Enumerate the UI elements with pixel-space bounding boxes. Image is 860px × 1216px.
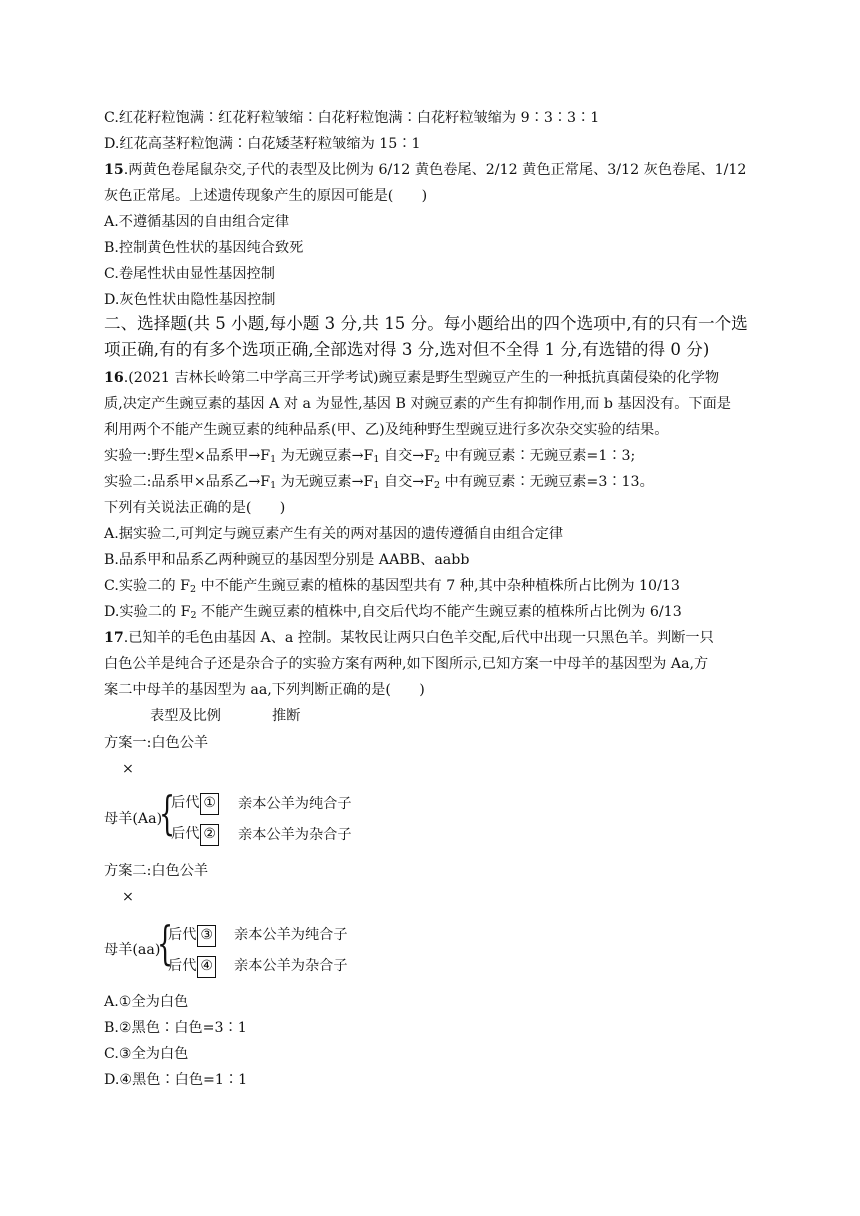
q17-stem-line3: 案二中母羊的基因型为 aa,下列判断正确的是( ) [104,682,425,698]
plan2-mother: 母羊(aa) [104,942,161,958]
plan1-cross-symbol: × [122,761,134,777]
q16-experiment2: 实验二:品系甲×品系乙$\to F_1$ 为无豌豆素$\to F_1$ 自交$\to F_2$ 中有豌豆素∶无豌豆素=3∶13。 [104,474,654,491]
q17-stem-line2: 白色公羊是纯合子还是杂合子的实验方案有两种,如下图所示,已知方案一中母羊的基因型为 Aa,方 [104,656,709,672]
q16-option-c: C.实验二的 $F_2$ 中不能产生豌豆素的植株的基因型共有 7 种,其中杂种植株所占比例为 10/13 [104,578,680,595]
section2-heading-line1: 二、选择题(共 5 小题,每小题 3 分,共 15 分。每小题给出的四个选项中,有的只有一个选 [104,314,748,333]
blank-1: ① [200,793,219,815]
q15-stem-line2: 灰色正常尾。上述遗传现象产生的原因可能是( ) [104,188,428,204]
plan2-label: 方案二:白色公羊 [104,863,209,879]
q15-stem-line1 [104,160,746,180]
q16-stem-line1 [104,368,719,388]
q17-option-b: B.②黑色∶白色=3∶1 [104,1020,247,1036]
q17-option-a: A.①全为白色 [104,994,189,1010]
q16-experiment1: 实验一:野生型×品系甲$\to F_1$ 为无豌豆素$\to F_1$ 自交$\to F_2$ 中有豌豆素∶无豌豆素=1∶3; [104,448,636,465]
plan1-offspring-1: 后代 ① [171,793,219,815]
q15-number: 15 [104,162,124,178]
plan1-mother: 母羊(Aa) [104,811,163,827]
plan1-brace: { [159,786,176,840]
blank-2: ② [200,824,219,846]
blank-3: ③ [197,925,216,947]
q15-option-b: B.控制黄色性状的基因纯合致死 [104,240,304,256]
plan2-inference-hetero: 亲本公羊为杂合子 [234,958,348,974]
q17-number: 17 [104,630,124,646]
diagram-header-phenotype: 表型及比例 [150,708,221,724]
q16-stem-text: .(2021 吉林长岭第二中学高三开学考试)豌豆素是野生型豌豆产生的一种抵抗真菌侵染的化学物 [123,370,720,386]
q16-number: 16 [104,370,124,386]
q15-stem-text: .两黄色卷尾鼠杂交,子代的表型及比例为 6/12 黄色卷尾、2/12 黄色正常尾、3/12 灰色卷尾、1/12 [123,162,747,178]
q17-stem-text: .已知羊的毛色由基因 A、a 控制。某牧民让两只白色羊交配,后代中出现一只黑色羊。判断一只 [123,630,714,646]
plan2-offspring-4: 后代 ④ [168,956,216,978]
q16-option-a: A.据实验二,可判定与豌豆素产生有关的两对基因的遗传遵循自由组合定律 [104,526,564,542]
q14-option-c: C.红花籽粒饱满∶红花籽粒皱缩∶白花籽粒饱满∶白花籽粒皱缩为 9∶3∶3∶1 [104,110,600,126]
q15-option-d: D.灰色性状由隐性基因控制 [104,292,276,308]
blank-4: ④ [197,956,216,978]
diagram-header-inference: 推断 [272,708,301,724]
plan1-inference-hetero: 亲本公羊为杂合子 [238,827,352,843]
plan1-offspring-2: 后代 ② [171,824,219,846]
q16-question: 下列有关说法正确的是( ) [104,500,286,516]
q16-stem-line3: 利用两个不能产生豌豆素的纯种品系(甲、乙)及纯种野生型豌豆进行多次杂交实验的结果。 [104,422,669,438]
plan2-inference-pure: 亲本公羊为纯合子 [234,927,348,943]
q15-option-c: C.卷尾性状由显性基因控制 [104,266,275,282]
q17-stem-line1 [104,628,714,648]
plan1-label: 方案一:白色公羊 [104,735,209,751]
q17-option-d: D.④黑色∶白色=1∶1 [104,1072,248,1088]
plan1-inference-pure: 亲本公羊为纯合子 [238,796,352,812]
plan2-cross-symbol: × [122,889,134,905]
plan2-offspring-3: 后代 ③ [168,925,216,947]
q17-option-c: C.③全为白色 [104,1046,189,1062]
q16-option-d: D.实验二的 $F_2$ 不能产生豌豆素的植株中,自交后代均不能产生豌豆素的植株所占比例为 6/13 [104,604,682,621]
section2-heading-line2: 项正确,有的有多个选项正确,全部选对得 3 分,选对但不全得 1 分,有选错的得 0 分) [104,340,710,359]
q14-option-d: D.红花高茎籽粒饱满∶白花矮茎籽粒皱缩为 15∶1 [104,136,421,152]
q16-option-b: B.品系甲和品系乙两种豌豆的基因型分别是 AABB、aabb [104,552,470,568]
plan2-brace: { [157,916,174,970]
q15-option-a: A.不遵循基因的自由组合定律 [104,214,290,230]
q16-stem-line2: 质,决定产生豌豆素的基因 A 对 a 为显性,基因 B 对豌豆素的产生有抑制作用,而 b 基因没有。下面是 [104,396,731,412]
